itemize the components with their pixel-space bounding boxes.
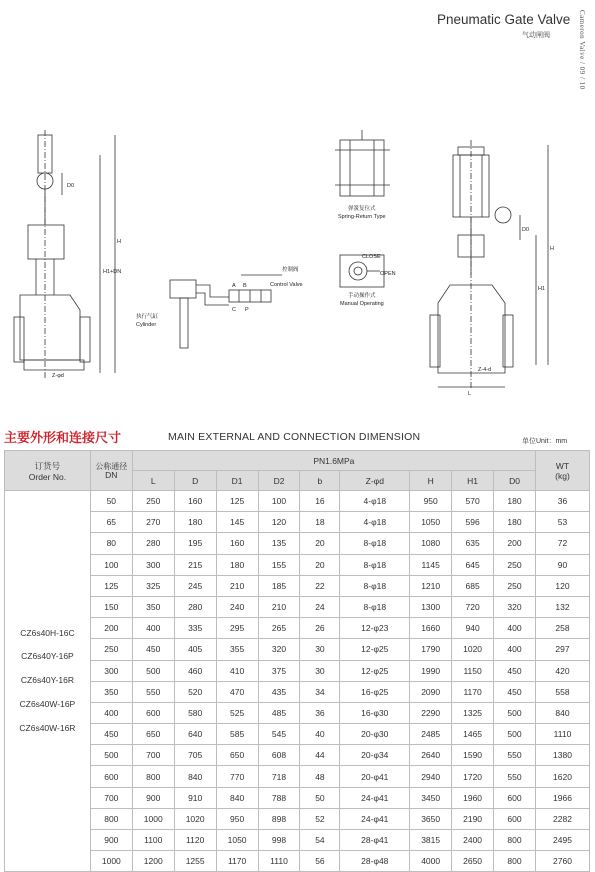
table-cell: 720 bbox=[452, 596, 494, 617]
table-cell: 600 bbox=[132, 702, 174, 723]
page-title: Pneumatic Gate Valve bbox=[437, 12, 571, 27]
table-cell: 3450 bbox=[410, 787, 452, 808]
table-cell: 2090 bbox=[410, 681, 452, 702]
table-cell: 1020 bbox=[452, 639, 494, 660]
table-cell: 20-φ30 bbox=[340, 724, 410, 745]
table-cell: 470 bbox=[216, 681, 258, 702]
table-cell: 30 bbox=[300, 639, 340, 660]
table-cell: 16 bbox=[300, 491, 340, 512]
table-cell: 3650 bbox=[410, 808, 452, 829]
table-cell: 558 bbox=[535, 681, 589, 702]
table-cell: 12-φ25 bbox=[340, 639, 410, 660]
order-header bbox=[5, 451, 91, 491]
table-cell: 2190 bbox=[452, 808, 494, 829]
col-header-h: H bbox=[410, 471, 452, 491]
table-cell: 950 bbox=[216, 808, 258, 829]
h1-left-label: H1+DN bbox=[103, 269, 122, 275]
table-cell: 840 bbox=[216, 787, 258, 808]
table-cell: 44 bbox=[300, 745, 340, 766]
table-cell: 500 bbox=[90, 745, 132, 766]
wt-header-unit: (kg) bbox=[555, 470, 570, 481]
table-row bbox=[5, 660, 590, 681]
table-cell: 320 bbox=[494, 596, 536, 617]
table-cell: 1000 bbox=[90, 851, 132, 872]
wt-header-label: WT bbox=[555, 460, 570, 471]
technical-drawing bbox=[0, 125, 595, 415]
table-cell: 400 bbox=[90, 702, 132, 723]
table-cell: 28-φ41 bbox=[340, 830, 410, 851]
table-cell: 840 bbox=[174, 766, 216, 787]
table-cell: 195 bbox=[174, 533, 216, 554]
table-cell: 135 bbox=[258, 533, 300, 554]
valve-drawing-svg bbox=[0, 125, 595, 415]
table-cell: 600 bbox=[494, 808, 536, 829]
col-header-d1: D1 bbox=[216, 471, 258, 491]
open-label: OPEN bbox=[380, 271, 396, 277]
table-cell: 53 bbox=[535, 512, 589, 533]
table-cell: 28-φ48 bbox=[340, 851, 410, 872]
table-cell: 26 bbox=[300, 618, 340, 639]
table-cell: 250 bbox=[90, 639, 132, 660]
table-cell: 485 bbox=[258, 702, 300, 723]
table-cell: 2760 bbox=[535, 851, 589, 872]
table-cell: 20-φ41 bbox=[340, 766, 410, 787]
table-cell: 185 bbox=[258, 575, 300, 596]
table-cell: 297 bbox=[535, 639, 589, 660]
table-cell: 1380 bbox=[535, 745, 589, 766]
table-cell: 2495 bbox=[535, 830, 589, 851]
table-cell: 800 bbox=[494, 851, 536, 872]
table-cell: 180 bbox=[494, 491, 536, 512]
table-cell: 580 bbox=[174, 702, 216, 723]
l-right-label: L bbox=[468, 391, 472, 397]
order-number: CZ6s40Y-16R bbox=[20, 675, 74, 686]
table-cell: 1120 bbox=[174, 830, 216, 851]
table-cell: 600 bbox=[90, 766, 132, 787]
table-cell: 1620 bbox=[535, 766, 589, 787]
table-cell: 608 bbox=[258, 745, 300, 766]
table-cell: 585 bbox=[216, 724, 258, 745]
table-cell: 36 bbox=[300, 702, 340, 723]
table-cell: 56 bbox=[300, 851, 340, 872]
table-cell: 300 bbox=[90, 660, 132, 681]
table-cell: 120 bbox=[535, 575, 589, 596]
table-cell: 900 bbox=[132, 787, 174, 808]
table-cell: 8-φ18 bbox=[340, 533, 410, 554]
table-cell: 1080 bbox=[410, 533, 452, 554]
table-cell: 280 bbox=[132, 533, 174, 554]
table-cell: 1050 bbox=[410, 512, 452, 533]
table-cell: 545 bbox=[258, 724, 300, 745]
table-cell: 520 bbox=[174, 681, 216, 702]
table-cell: 72 bbox=[535, 533, 589, 554]
table-cell: 1660 bbox=[410, 618, 452, 639]
table-cell: 2290 bbox=[410, 702, 452, 723]
table-cell: 320 bbox=[258, 639, 300, 660]
table-cell: 16-φ25 bbox=[340, 681, 410, 702]
table-cell: 250 bbox=[494, 554, 536, 575]
section-title-cn: 主要外形和连接尺寸 bbox=[4, 430, 122, 445]
table-cell: 90 bbox=[535, 554, 589, 575]
table-cell: 450 bbox=[494, 681, 536, 702]
d0-left-label: D0 bbox=[67, 183, 75, 189]
table-cell: 8-φ18 bbox=[340, 596, 410, 617]
table-cell: 460 bbox=[174, 660, 216, 681]
port-c-label: C bbox=[232, 307, 236, 313]
table-cell: 1000 bbox=[132, 808, 174, 829]
table-cell: 640 bbox=[174, 724, 216, 745]
table-row bbox=[5, 639, 590, 660]
table-cell: 2282 bbox=[535, 808, 589, 829]
table-cell: 500 bbox=[494, 724, 536, 745]
h1-right-label: H1 bbox=[538, 286, 546, 292]
table-cell: 52 bbox=[300, 808, 340, 829]
table-cell: 650 bbox=[132, 724, 174, 745]
table-cell: 180 bbox=[494, 512, 536, 533]
section-title-en: MAIN EXTERNAL AND CONNECTION DIMENSION bbox=[168, 431, 421, 443]
table-cell: 125 bbox=[216, 491, 258, 512]
table-cell: 1966 bbox=[535, 787, 589, 808]
col-header-b: b bbox=[300, 471, 340, 491]
table-row bbox=[5, 533, 590, 554]
table-cell: 2940 bbox=[410, 766, 452, 787]
manual-cn-label: 手动操作式 bbox=[348, 293, 376, 299]
table-cell: 150 bbox=[90, 596, 132, 617]
side-page-marker: Cameron Valve / 09 / 10 bbox=[578, 10, 586, 90]
table-cell: 400 bbox=[494, 639, 536, 660]
table-cell: 910 bbox=[174, 787, 216, 808]
table-cell: 54 bbox=[300, 830, 340, 851]
table-cell: 1050 bbox=[216, 830, 258, 851]
table-cell: 120 bbox=[258, 512, 300, 533]
unit-label: 单位Unit：mm bbox=[522, 438, 568, 445]
table-row bbox=[5, 596, 590, 617]
table-cell: 3815 bbox=[410, 830, 452, 851]
table-cell: 100 bbox=[90, 554, 132, 575]
table-cell: 215 bbox=[174, 554, 216, 575]
table-cell: 800 bbox=[90, 808, 132, 829]
spring-cn-label: 弹簧复位式 bbox=[348, 206, 376, 212]
col-header-d0: D0 bbox=[494, 471, 536, 491]
table-cell: 950 bbox=[410, 491, 452, 512]
table-cell: 8-φ18 bbox=[340, 554, 410, 575]
table-cell: 160 bbox=[174, 491, 216, 512]
col-header-zd: Z-φd bbox=[340, 471, 410, 491]
table-cell: 1790 bbox=[410, 639, 452, 660]
table-cell: 400 bbox=[132, 618, 174, 639]
table-row bbox=[5, 554, 590, 575]
table-cell: 50 bbox=[300, 787, 340, 808]
table-cell: 2485 bbox=[410, 724, 452, 745]
table-row bbox=[5, 745, 590, 766]
table-cell: 410 bbox=[216, 660, 258, 681]
table-cell: 250 bbox=[494, 575, 536, 596]
table-cell: 685 bbox=[452, 575, 494, 596]
table-cell: 210 bbox=[258, 596, 300, 617]
table-cell: 770 bbox=[216, 766, 258, 787]
table-cell: 500 bbox=[494, 702, 536, 723]
table-cell: 65 bbox=[90, 512, 132, 533]
control-cn-label: 控制阀 bbox=[282, 267, 299, 273]
table-cell: 1255 bbox=[174, 851, 216, 872]
table-cell: 800 bbox=[494, 830, 536, 851]
table-cell: 335 bbox=[174, 618, 216, 639]
table-cell: 1145 bbox=[410, 554, 452, 575]
order-numbers-cell bbox=[5, 491, 91, 872]
table-cell: 420 bbox=[535, 660, 589, 681]
table-cell: 20 bbox=[300, 533, 340, 554]
manual-en-label: Manual Operating bbox=[340, 301, 384, 307]
table-cell: 800 bbox=[132, 766, 174, 787]
table-cell: 4000 bbox=[410, 851, 452, 872]
table-cell: 132 bbox=[535, 596, 589, 617]
table-cell: 1720 bbox=[452, 766, 494, 787]
table-cell: 1960 bbox=[452, 787, 494, 808]
table-cell: 180 bbox=[216, 554, 258, 575]
table-cell: 450 bbox=[132, 639, 174, 660]
table-cell: 645 bbox=[452, 554, 494, 575]
table-cell: 4-φ18 bbox=[340, 512, 410, 533]
table-row bbox=[5, 787, 590, 808]
table-cell: 596 bbox=[452, 512, 494, 533]
order-number: CZ6s40W-16P bbox=[19, 699, 76, 710]
table-row bbox=[5, 766, 590, 787]
port-b-label: B bbox=[243, 283, 247, 289]
port-p-label: P bbox=[245, 307, 249, 313]
table-cell: 200 bbox=[90, 618, 132, 639]
table-cell: 405 bbox=[174, 639, 216, 660]
table-cell: 300 bbox=[132, 554, 174, 575]
table-cell: 1200 bbox=[132, 851, 174, 872]
table-cell: 1150 bbox=[452, 660, 494, 681]
table-cell: 450 bbox=[494, 660, 536, 681]
table-row bbox=[5, 702, 590, 723]
table-row bbox=[5, 830, 590, 851]
table-cell: 700 bbox=[132, 745, 174, 766]
table-cell: 270 bbox=[132, 512, 174, 533]
col-header-h1: H1 bbox=[452, 471, 494, 491]
col-header-l: L bbox=[132, 471, 174, 491]
control-en-label: Control Valve bbox=[270, 282, 303, 288]
table-cell: 100 bbox=[258, 491, 300, 512]
table-cell: 525 bbox=[216, 702, 258, 723]
h-right-label: H bbox=[550, 246, 554, 252]
table-cell: 145 bbox=[216, 512, 258, 533]
cylinder-cn-label: 执行气缸 bbox=[136, 314, 159, 320]
table-cell: 4-φ18 bbox=[340, 491, 410, 512]
cylinder-en-label: Cylinder bbox=[136, 322, 157, 328]
table-cell: 1020 bbox=[174, 808, 216, 829]
table-cell: 250 bbox=[132, 491, 174, 512]
pn-header: PN1.6MPa bbox=[132, 451, 535, 471]
table-cell: 788 bbox=[258, 787, 300, 808]
table-cell: 240 bbox=[216, 596, 258, 617]
table-cell: 180 bbox=[174, 512, 216, 533]
dn-header-en: DN bbox=[105, 469, 118, 480]
table-cell: 1170 bbox=[216, 851, 258, 872]
table-cell: 650 bbox=[216, 745, 258, 766]
table-cell: 435 bbox=[258, 681, 300, 702]
table-cell: 12-φ23 bbox=[340, 618, 410, 639]
table-row bbox=[5, 618, 590, 639]
dimension-table bbox=[4, 450, 590, 872]
table-cell: 570 bbox=[452, 491, 494, 512]
table-cell: 22 bbox=[300, 575, 340, 596]
table-cell: 1100 bbox=[132, 830, 174, 851]
table-cell: 20 bbox=[300, 554, 340, 575]
table-cell: 375 bbox=[258, 660, 300, 681]
spring-en-label: Spring-Return Type bbox=[338, 214, 386, 220]
table-cell: 1325 bbox=[452, 702, 494, 723]
table-cell: 24 bbox=[300, 596, 340, 617]
order-header-cn: 订货号 bbox=[34, 460, 61, 471]
table-cell: 265 bbox=[258, 618, 300, 639]
close-label: CLOSE bbox=[362, 254, 381, 260]
table-cell: 210 bbox=[216, 575, 258, 596]
zd-left-label: Z-φd bbox=[52, 373, 64, 379]
h-left-label: H bbox=[117, 239, 121, 245]
table-cell: 280 bbox=[174, 596, 216, 617]
table-cell: 718 bbox=[258, 766, 300, 787]
table-cell: 998 bbox=[258, 830, 300, 851]
table-row bbox=[5, 724, 590, 745]
table-cell: 24-φ41 bbox=[340, 808, 410, 829]
table-cell: 1170 bbox=[452, 681, 494, 702]
table-row bbox=[5, 808, 590, 829]
table-cell: 1990 bbox=[410, 660, 452, 681]
table-cell: 24-φ41 bbox=[340, 787, 410, 808]
dn-header-cn: 公称通径 bbox=[95, 461, 128, 471]
table-cell: 350 bbox=[132, 596, 174, 617]
page-subtitle: 气动闸阀 bbox=[522, 32, 550, 39]
table-cell: 16-φ30 bbox=[340, 702, 410, 723]
table-cell: 355 bbox=[216, 639, 258, 660]
table-cell: 34 bbox=[300, 681, 340, 702]
table-cell: 30 bbox=[300, 660, 340, 681]
table-cell: 1110 bbox=[258, 851, 300, 872]
table-cell: 550 bbox=[132, 681, 174, 702]
table-row bbox=[5, 575, 590, 596]
table-cell: 1210 bbox=[410, 575, 452, 596]
table-row bbox=[5, 681, 590, 702]
wt-header bbox=[535, 451, 589, 491]
table-cell: 1590 bbox=[452, 745, 494, 766]
dn-header bbox=[90, 451, 132, 491]
table-cell: 898 bbox=[258, 808, 300, 829]
table-cell: 550 bbox=[494, 745, 536, 766]
table-cell: 200 bbox=[494, 533, 536, 554]
col-header-d: D bbox=[174, 471, 216, 491]
table-cell: 18 bbox=[300, 512, 340, 533]
table-cell: 635 bbox=[452, 533, 494, 554]
table-cell: 400 bbox=[494, 618, 536, 639]
table-cell: 12-φ25 bbox=[340, 660, 410, 681]
table-cell: 1300 bbox=[410, 596, 452, 617]
order-number: CZ6s40W-16R bbox=[19, 722, 76, 733]
table-cell: 705 bbox=[174, 745, 216, 766]
d0-right-label: D0 bbox=[522, 227, 530, 233]
table-cell: 350 bbox=[90, 681, 132, 702]
table-cell: 900 bbox=[90, 830, 132, 851]
table-cell: 295 bbox=[216, 618, 258, 639]
table-cell: 600 bbox=[494, 787, 536, 808]
table-cell: 125 bbox=[90, 575, 132, 596]
table-cell: 500 bbox=[132, 660, 174, 681]
table-row bbox=[5, 512, 590, 533]
table-cell: 1465 bbox=[452, 724, 494, 745]
table-cell: 2650 bbox=[452, 851, 494, 872]
zd-right-label: Z-4-d bbox=[478, 367, 492, 373]
order-number: CZ6s40H-16C bbox=[20, 627, 75, 638]
table-cell: 155 bbox=[258, 554, 300, 575]
table-cell: 245 bbox=[174, 575, 216, 596]
table-cell: 258 bbox=[535, 618, 589, 639]
table-cell: 2400 bbox=[452, 830, 494, 851]
table-cell: 700 bbox=[90, 787, 132, 808]
table-cell: 20-φ34 bbox=[340, 745, 410, 766]
table-cell: 2640 bbox=[410, 745, 452, 766]
table-cell: 325 bbox=[132, 575, 174, 596]
port-a-label: A bbox=[232, 283, 236, 289]
order-header-en: Order No. bbox=[28, 471, 67, 482]
table-cell: 550 bbox=[494, 766, 536, 787]
table-cell: 160 bbox=[216, 533, 258, 554]
table-cell: 1110 bbox=[535, 724, 589, 745]
table-cell: 40 bbox=[300, 724, 340, 745]
order-number: CZ6s40Y-16P bbox=[21, 651, 74, 662]
table-cell: 940 bbox=[452, 618, 494, 639]
col-header-d2: D2 bbox=[258, 471, 300, 491]
table-cell: 50 bbox=[90, 491, 132, 512]
table-cell: 36 bbox=[535, 491, 589, 512]
table-cell: 450 bbox=[90, 724, 132, 745]
table-cell: 80 bbox=[90, 533, 132, 554]
table-row bbox=[5, 491, 590, 512]
table-cell: 8-φ18 bbox=[340, 575, 410, 596]
table-cell: 840 bbox=[535, 702, 589, 723]
table-cell: 48 bbox=[300, 766, 340, 787]
